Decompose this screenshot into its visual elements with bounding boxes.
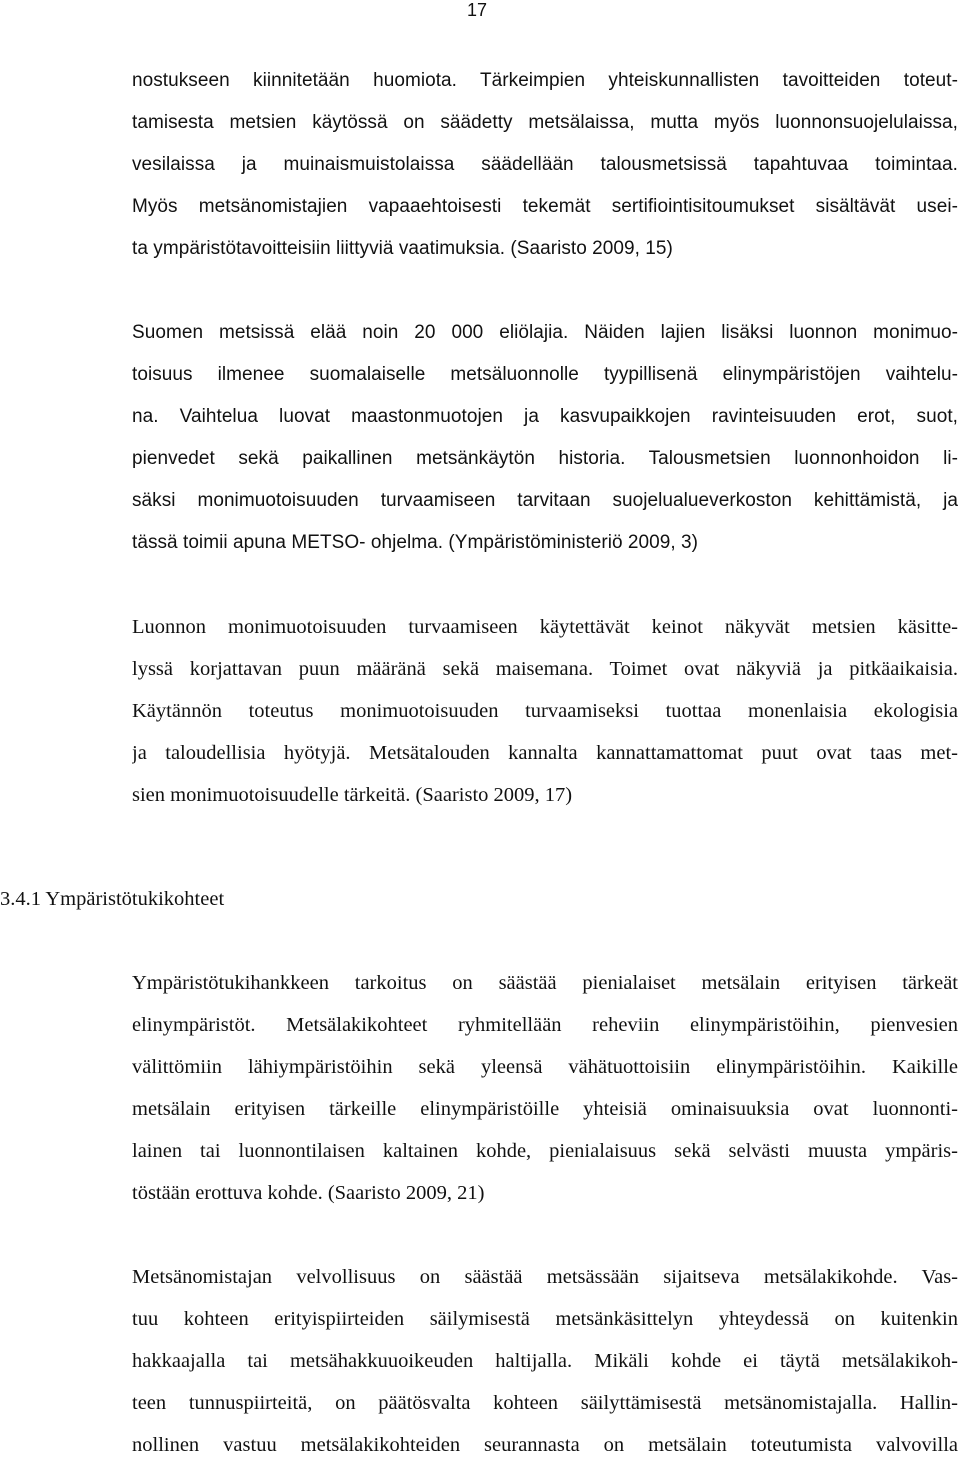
paragraph-gap	[132, 564, 958, 606]
text-line: ta ympäristötavoitteisiin liittyviä vaatimuksia. (Saaristo 2009, 15)	[132, 238, 673, 259]
text-line: metsälain erityisen tärkeille elinympäristöille yhteisiä ominaisuuksia ovat luonnonti-	[132, 1098, 958, 1120]
text-line: töstään erottuva kohde. (Saaristo 2009, 21)	[132, 1182, 485, 1204]
text-line: sien monimuotoisuudelle tärkeitä. (Saaristo 2009, 17)	[132, 784, 573, 806]
text-line: tuu kohteen erityispiirteiden säilymisestä metsänkäsittelyn yhteydessä on kuitenkin	[132, 1308, 958, 1330]
text-line: na. Vaihtelua luovat maastonmuotojen ja kasvupaikkojen ravinteisuuden erot, suot,	[132, 406, 958, 427]
text-line: lainen tai luonnontilaisen kaltainen kohde, pienialaisuus sekä selvästi muusta ympäris-	[132, 1140, 958, 1162]
paragraph-4	[132, 962, 958, 1214]
paragraph-gap	[132, 270, 958, 312]
text-line: lyssä korjattavan puun määränä sekä maisemana. Toimet ovat näkyviä ja pitkäaikaisia.	[132, 658, 958, 680]
text-line: tamisesta metsien käytössä on säädetty metsälaissa, mutta myös luonnonsuojelulaissa,	[132, 112, 958, 133]
text-line: toisuus ilmenee suomalaiselle metsäluonnolle tyypillisenä elinympäristöjen vaihtelu-	[132, 364, 958, 385]
section-gap	[132, 920, 958, 962]
text-line: vesilaissa ja muinaismuistolaissa säädellään talousmetsissä tapahtuvaa toimintaa.	[132, 154, 958, 175]
text-line: Myös metsänomistajien vapaaehtoisesti tekemät sertifiointisitoumukset sisältävät usei-	[132, 196, 958, 217]
text-line: Suomen metsissä elää noin 20 000 eliölajia. Näiden lajien lisäksi luonnon monimuo-	[132, 322, 958, 343]
text-line: Ympäristötukihankkeen tarkoitus on säästää pienialaiset metsälain erityisen tärkeät	[132, 972, 958, 994]
text-line: ja taloudellisia hyötyjä. Metsätalouden kannalta kannattamattomat puut ovat taas met-	[132, 742, 958, 764]
text-line: teen tunnuspiirteitä, on päätösvalta kohteen säilyttämisestä metsänomistajalla. Hallin-	[132, 1392, 958, 1414]
text-line: hakkaajalla tai metsähakkuuoikeuden haltijalla. Mikäli kohde ei täytä metsälakikoh-	[132, 1350, 958, 1372]
text-line: elinympäristöt. Metsälakikohteet ryhmitellään reheviin elinympäristöihin, pienvesien	[132, 1014, 958, 1036]
section-heading: 3.4.1 Ympäristötukikohteet	[0, 888, 225, 910]
section-gap	[132, 816, 958, 878]
text-line: Luonnon monimuotoisuuden turvaamiseen käytettävät keinot näkyvät metsien käsitte-	[132, 616, 958, 638]
text-line: pienvedet sekä paikallinen metsänkäytön historia. Talousmetsien luonnonhoidon li-	[132, 448, 958, 469]
page-number: 17	[467, 0, 488, 20]
text-line: Metsänomistajan velvollisuus on säästää metsässään sijaitseva metsälakikohde. Vas-	[132, 1266, 958, 1288]
text-line: nostukseen kiinnitetään huomiota. Tärkeimpien yhteiskunnallisten tavoitteiden toteut-	[132, 70, 958, 91]
paragraph-3	[132, 606, 958, 816]
text-line: välittömiin lähiympäristöihin sekä yleensä vähätuottoisiin elinympäristöihin. Kaikille	[132, 1056, 958, 1078]
paragraph-1	[132, 60, 958, 270]
paragraph-5	[132, 1256, 958, 1466]
paragraph-gap	[132, 1214, 958, 1256]
document-body	[0, 60, 958, 1466]
text-line: nollinen vastuu metsälakikohteiden seurannasta on metsälain toteutumista valvovilla	[132, 1434, 958, 1456]
text-line: tässä toimii apuna METSO- ohjelma. (Ympäristöministeriö 2009, 3)	[132, 532, 699, 553]
paragraph-2	[132, 312, 958, 564]
text-line: Käytännön toteutus monimuotoisuuden turvaamiseksi tuottaa monenlaisia ekologisia	[132, 700, 958, 722]
text-line: säksi monimuotoisuuden turvaamiseen tarvitaan suojelualueverkoston kehittämistä, ja	[132, 490, 958, 511]
